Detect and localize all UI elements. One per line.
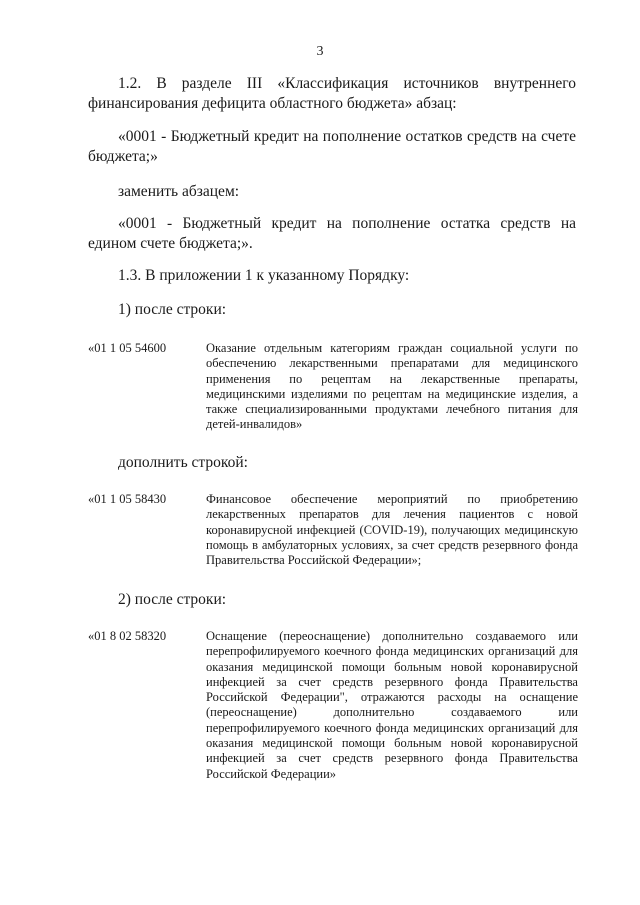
paragraph-new-text: «0001 - Бюджетный кредит на пополнение остатка средств на едином счете бюджета;». — [88, 215, 576, 252]
paragraph-replace-with: заменить абзацем: — [118, 183, 240, 200]
paragraph-1-3: 1.3. В приложении 1 к указанному Порядку: — [118, 267, 410, 284]
paragraph-after-row-2: 2) после строки: — [118, 591, 227, 608]
row-description: Оказание отдельным категориям граждан социальной услуги по обеспечению лекарственными препаратами для медицинского применения по рецептам на лекарственные препараты, медицинскими изделиями по рецептам на медицинские изделия, а также специализированными продуктами лечебного питания для детей-инвалидов» — [206, 341, 578, 432]
row-code: «01 8 02 58320 — [88, 629, 167, 643]
row-description: Финансовое обеспечение мероприятий по приобретению лекарственных препаратов для лечения пациентов с новой коронавирусной инфекцией (COVID-19), получающих медицинскую помощь в амбулаторных условиях, за счет средств резервного фонда Правительства Российской Федерации»; — [206, 492, 578, 568]
row-code: «01 1 05 54600 — [88, 341, 167, 355]
paragraph-old-text: «0001 - Бюджетный кредит на пополнение остатков средств на счете бюджета;» — [88, 128, 576, 165]
row-description: Оснащение (переоснащение) дополнительно создаваемого или перепрофилируемого коечного фонда медицинских организаций для оказания медицинской помощи больным новой коронавирусной инфекцией за счет средств резервного фонда Правительства Российской Федерации", отражаются расходы на оснащение (переоснащение) дополнительно создаваемого или перепрофилируемого коечного фонда медицинских организаций для оказания медицинской помощи больным новой коронавирусной инфекцией за счет средств резервного фонда Правительства Российской Федерации» — [206, 629, 578, 781]
row-code: «01 1 05 58430 — [88, 492, 167, 506]
paragraph-after-row-1: 1) после строки: — [118, 301, 227, 318]
paragraph-add-row: дополнить строкой: — [118, 454, 248, 471]
paragraph-1-2: 1.2. В разделе III «Классификация источников внутреннего финансирования дефицита областного бюджета» абзац: — [88, 75, 576, 112]
page-number: 3 — [316, 44, 324, 59]
